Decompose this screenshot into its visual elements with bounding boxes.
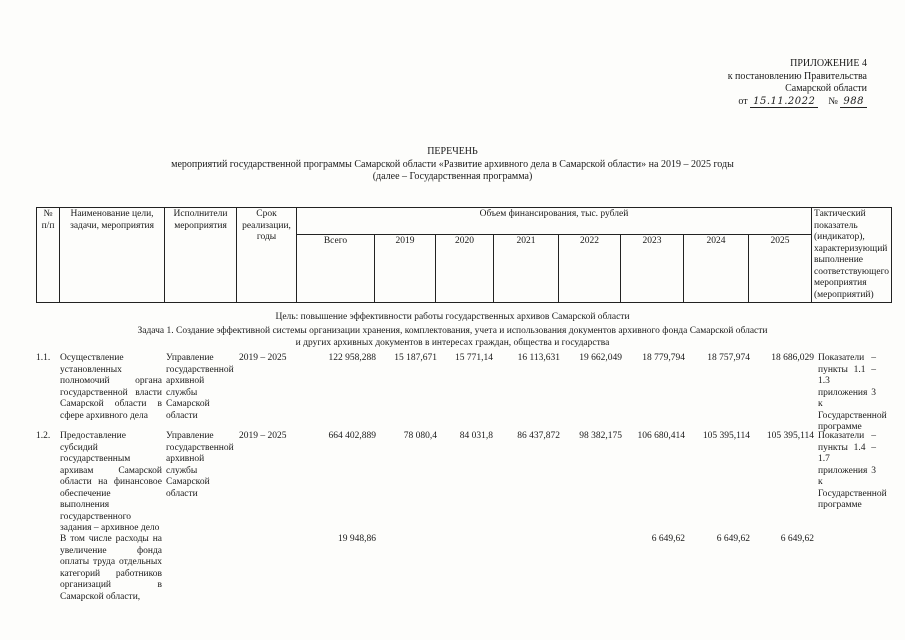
row-name: В том числе расходы на увеличение фонда оплаты труда отдельных категорий работников организаций в Самарской области, [60,534,162,602]
row-term: 2019 – 2025 [239,431,287,441]
row-executor: Управление государственной архивной службы Самарской области [166,431,234,499]
title-subheading: мероприятий государственной программы Самарской области «Развитие архивного дела в Самарской области» на 2019 – 2025 годы [171,158,734,170]
header-term: Срок реализации, годы [237,208,297,303]
header-year: 2022 [559,234,621,302]
header-total: Всего [297,234,375,302]
from-label: от [738,95,748,107]
row-2023: 106 680,414 [637,431,685,441]
appendix-region: Самарской области [785,83,867,94]
document-title [0,146,905,184]
table-row [36,534,876,634]
row-2023: 6 649,62 [651,534,685,544]
title-note: (далее – Государственная программа) [372,171,533,182]
row-2020: 84 031,8 [459,431,493,441]
row-num: 1.1. [36,353,51,363]
row-2019: 78 080,4 [403,431,437,441]
handwritten-date: 15.11.2022 [750,96,818,108]
row-2019: 15 187,671 [394,353,437,363]
row-2024: 18 757,974 [707,353,750,363]
row-executor: Управление государственной архивной службы Самарской области [166,353,234,421]
number-label: № [828,95,838,107]
row-2021: 86 437,872 [517,431,560,441]
table-row [36,431,887,533]
header-year: 2025 [749,234,812,302]
task-line-2: и других архивных документов в интересах граждан, общества и государства [295,338,610,348]
handwritten-number: 988 [840,96,867,108]
header-year: 2020 [436,234,494,302]
row-num: 1.2. [36,431,51,441]
row-2020: 15 771,14 [455,353,493,363]
row-indicator: Показатели – пункты 1.4 – 1.7 приложения 3 к Государственной программе [818,431,887,510]
header-indicator: Тактический показатель (индикатор), характеризующий выполнение соответствующего мероприятия (мероприятий) [812,208,892,303]
header-finance: Объем финансирования, тыс. рублей [297,208,812,235]
header-table [36,207,892,303]
row-total: 122 958,288 [328,353,376,363]
row-2022: 98 382,175 [579,431,622,441]
header-name: Наименование цели, задачи, мероприятия [60,208,165,303]
row-2024: 6 649,62 [716,534,750,544]
table-row [36,353,887,432]
row-2025: 105 395,114 [766,431,814,441]
goal-line: Цель: повышение эффективности работы государственных архивов Самарской области [275,312,630,322]
row-2024: 105 395,114 [702,431,750,441]
header-executor: Исполнители мероприятия [165,208,237,303]
row-name: Осуществление установленных полномочий органа государственной власти Самарской области в сфере архивного дела [60,353,162,421]
header-year: 2024 [684,234,749,302]
row-term: 2019 – 2025 [239,353,287,363]
row-2023: 18 779,794 [642,353,685,363]
appendix-title: ПРИЛОЖЕНИЕ 4 [790,58,867,69]
row-name: Предоставление субсидий государственным архивам Самарской области на финансовое обеспечение выполнения государственного задания – архивное дело [60,431,162,533]
task-line-1: Задача 1. Создание эффективной системы организации хранения, комплектования, учета и использования документов архивного фонда Самарской области [137,326,768,336]
row-2025: 6 649,62 [780,534,814,544]
row-total: 664 402,889 [328,431,376,441]
title-heading: ПЕРЕЧЕНЬ [427,146,478,157]
header-year: 2019 [375,234,436,302]
header-year: 2021 [494,234,559,302]
row-2025: 18 686,029 [771,353,814,363]
row-indicator: Показатели – пункты 1.1 – 1.3 приложения 3 к Государственной программе [818,353,887,432]
row-2022: 19 662,049 [579,353,622,363]
appendix-ref: к постановлению Правительства [727,70,867,82]
row-2021: 16 113,631 [517,353,560,363]
appendix-block [728,58,867,108]
appendix-date-line [728,96,867,109]
header-year: 2023 [621,234,684,302]
row-total: 19 948,86 [338,534,376,544]
header-num: № п/п [37,208,60,303]
